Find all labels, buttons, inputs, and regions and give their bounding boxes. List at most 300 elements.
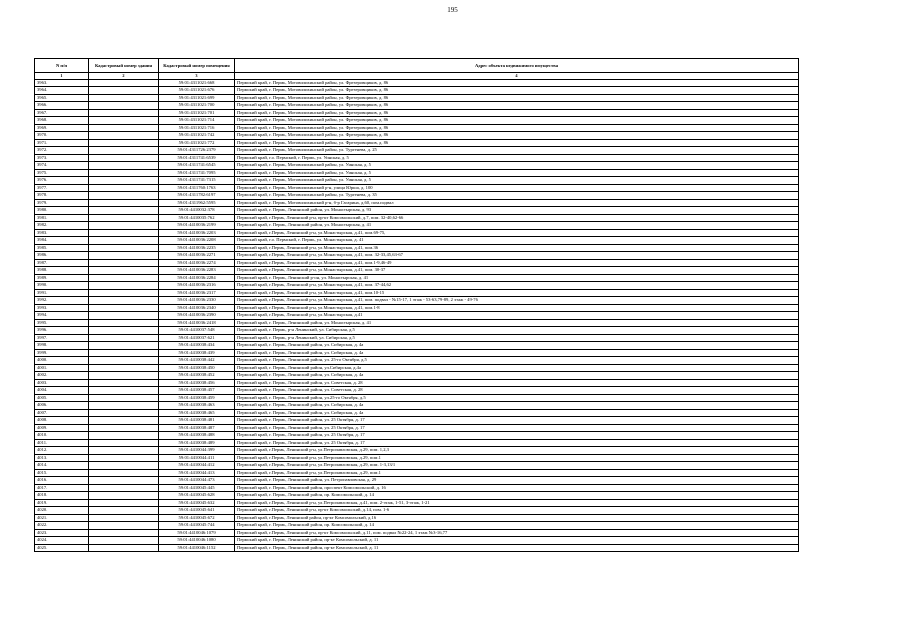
row-number: 3969.	[35, 124, 89, 132]
room-cadastral-number: 59:01:4410045:744	[159, 522, 235, 530]
table-row	[35, 244, 799, 252]
building-cadastral-number	[89, 132, 159, 140]
table-row	[35, 522, 799, 530]
room-cadastral-number: 59:01:4311741:7315	[159, 177, 235, 185]
row-number: 3971.	[35, 139, 89, 147]
row-number: 3970.	[35, 132, 89, 140]
table-row	[35, 132, 799, 140]
table-row	[35, 327, 799, 335]
row-number: 4005.	[35, 394, 89, 402]
room-cadastral-number: 59:01:4410036:2203	[159, 229, 235, 237]
room-cadastral-number: 59:01:4410038:459	[159, 394, 235, 402]
table-row	[35, 154, 799, 162]
table-row	[35, 349, 799, 357]
address: Пермский край, г. Пермь, Ленинский район, ул. 25 Октября, д. 17	[235, 439, 799, 447]
address: Пермский край, г. Пермь, Мотовилихинский район, ул. Фрезеровщиков, д. 86	[235, 109, 799, 117]
table-row	[35, 454, 799, 462]
address: Пермский край, г. Пермь, Мотовилихинский район, ул. Фрезеровщиков, д. 86	[235, 117, 799, 125]
address: Пермский край, г.Пермь, Ленинский р-н, пр-кт Комсомольский, д.11, пом. подвал №22-24, 1 этаж №3-16,77	[235, 529, 799, 537]
table-row	[35, 507, 799, 515]
table-row	[35, 267, 799, 275]
building-cadastral-number	[89, 417, 159, 425]
row-number: 3999.	[35, 349, 89, 357]
table-row	[35, 379, 799, 387]
room-cadastral-number: 59:01:4410045:641	[159, 507, 235, 515]
row-number: 4019.	[35, 499, 89, 507]
address: Пермский край, г. Пермь, Ленинский район, ул. 25-го Октября, д.5	[235, 357, 799, 365]
table-row	[35, 394, 799, 402]
row-number: 4017.	[35, 484, 89, 492]
table-row	[35, 529, 799, 537]
room-cadastral-number: 59:01:4311741:6539	[159, 154, 235, 162]
building-cadastral-number	[89, 169, 159, 177]
room-cadastral-number: 59:01:4410038:463	[159, 402, 235, 410]
table-row	[35, 544, 799, 552]
room-cadastral-number: 59:01:4311726:2379	[159, 147, 235, 155]
room-cadastral-number: 59:01:4410038:452	[159, 372, 235, 380]
row-number: 3967.	[35, 109, 89, 117]
table-row	[35, 469, 799, 477]
building-cadastral-number	[89, 327, 159, 335]
table-row	[35, 282, 799, 290]
building-cadastral-number	[89, 537, 159, 545]
building-cadastral-number	[89, 334, 159, 342]
header-room-cadastral: Кадастровый номер помещения	[159, 59, 235, 73]
room-cadastral-number: 59:01:4410045:628	[159, 492, 235, 500]
room-cadastral-number: 59:01:4410037:621	[159, 334, 235, 342]
address: Пермский край, г. Пермь, Ленинский район, ул. Петропавловская, д. 29	[235, 477, 799, 485]
room-cadastral-number: 59:01:4410045:445	[159, 484, 235, 492]
row-number: 4000.	[35, 357, 89, 365]
building-cadastral-number	[89, 237, 159, 245]
table-body	[35, 79, 799, 552]
address: Пермский край, г. Пермь, Ленинский район, ул. Советская, д. 28	[235, 387, 799, 395]
row-number: 3972.	[35, 147, 89, 155]
building-cadastral-number	[89, 394, 159, 402]
address: Пермский край, г. Пермь, Ленинский район, пр-кт Комсомольский, д. 11	[235, 544, 799, 552]
building-cadastral-number	[89, 387, 159, 395]
table-row	[35, 304, 799, 312]
building-cadastral-number	[89, 87, 159, 95]
room-cadastral-number: 59:01:4410038:457	[159, 387, 235, 395]
table-row	[35, 177, 799, 185]
table-row	[35, 199, 799, 207]
address: Пермский край, г. Пермь, р-н Ленинский, ул. Сибирская, д.5	[235, 327, 799, 335]
building-cadastral-number	[89, 477, 159, 485]
row-number: 4003.	[35, 379, 89, 387]
row-number: 4021.	[35, 514, 89, 522]
room-cadastral-number: 59:01:4410036:2208	[159, 237, 235, 245]
table-row	[35, 492, 799, 500]
row-number: 3974.	[35, 162, 89, 170]
room-cadastral-number: 59:01:4410038:487	[159, 424, 235, 432]
address: Пермский край, г. Пермь, Ленинский район, ул. Советская, д. 28	[235, 379, 799, 387]
room-cadastral-number: 59:01:4410036:2390	[159, 312, 235, 320]
address: Пермский край, г.Пермь, Ленинский р-н, ул.Петропавловская, д.29, пом.1	[235, 469, 799, 477]
building-cadastral-number	[89, 214, 159, 222]
table-row	[35, 297, 799, 305]
building-cadastral-number	[89, 207, 159, 215]
address: Пермский край, г.о. Пермский, г. Пермь, ул. Монастырская, д. 41	[235, 237, 799, 245]
table-row	[35, 289, 799, 297]
table-row	[35, 372, 799, 380]
row-number: 4012.	[35, 447, 89, 455]
address: Пермский край, г.о. Пермский, г. Пермь, ул. Уинская, д. 5	[235, 154, 799, 162]
row-number: 4013.	[35, 454, 89, 462]
room-cadastral-number: 59:01:4410045:672	[159, 514, 235, 522]
address: Пермский край, г. Пермь, р-н Ленинский, ул. Сибирская, д.5	[235, 334, 799, 342]
room-cadastral-number: 59:01:4410036:2317	[159, 289, 235, 297]
address: Пермский край, г.Пермь, Ленинский р-н, ул.Монастырская, д.41, пом. 30-37	[235, 267, 799, 275]
row-number: 3965.	[35, 94, 89, 102]
room-cadastral-number: 59:01:4410036:2283	[159, 267, 235, 275]
address: Пермский край, г.Пермь, Ленинский р-н, ул.Монастырская, д.41, пом.1-8	[235, 304, 799, 312]
address: Пермский край, г.Пермь, Ленинский р-н, ул.Петропавловская, д.29, пом. 1,2,3	[235, 447, 799, 455]
header-col-index: 1	[35, 73, 89, 80]
building-cadastral-number	[89, 274, 159, 282]
table-row	[35, 499, 799, 507]
address: Пермский край, г.Пермь, Ленинский р-н, ул.Монастырская, д.41, пом.36	[235, 244, 799, 252]
building-cadastral-number	[89, 282, 159, 290]
table-row	[35, 342, 799, 350]
room-cadastral-number: 59:01:4410036:2199	[159, 222, 235, 230]
address: Пермский край, г. Пермь, Мотовилихинский район, ул. Тургенева, д. 35	[235, 192, 799, 200]
address: Пермский край, г. Пермь, Мотовилихинский район, ул. Уинская, д. 5	[235, 169, 799, 177]
room-cadastral-number: 59:01:4311021:668	[159, 79, 235, 87]
table-row	[35, 439, 799, 447]
room-cadastral-number: 59:01:4410038:450	[159, 364, 235, 372]
row-number: 3975.	[35, 169, 89, 177]
header-address: Адрес объекта недвижимого имущества	[235, 59, 799, 73]
row-number: 3988.	[35, 267, 89, 275]
address: Пермский край, г. Пермь, Ленинский район, ул. Сибирская, д. 4а	[235, 409, 799, 417]
room-cadastral-number: 59:01:4410038:456	[159, 379, 235, 387]
table-row	[35, 124, 799, 132]
address: Пермский край, г. Пермь, Ленинский район, ул. Сибирская, д. 4а	[235, 402, 799, 410]
header-col-index: 2	[89, 73, 159, 80]
table-row	[35, 447, 799, 455]
address: Пермский край, г. Пермь, Мотовилихинский район, ул. Фрезеровщиков, д. 86	[235, 79, 799, 87]
building-cadastral-number	[89, 379, 159, 387]
address: Пермский край, г. Пермь, Ленинский район, ул. Сибирская, д. 4а	[235, 342, 799, 350]
room-cadastral-number: 59:01:4410038:442	[159, 357, 235, 365]
building-cadastral-number	[89, 124, 159, 132]
row-number: 3993.	[35, 304, 89, 312]
room-cadastral-number: 59:01:4410038:465	[159, 409, 235, 417]
table-row	[35, 162, 799, 170]
room-cadastral-number: 59:01:4410036:2316	[159, 282, 235, 290]
room-cadastral-number: 59:01:4410044:413	[159, 469, 235, 477]
room-cadastral-number: 59:01:4311962:5595	[159, 199, 235, 207]
row-number: 3994.	[35, 312, 89, 320]
room-cadastral-number: 59:01:4410046:1152	[159, 544, 235, 552]
address: Пермский край, г. Пермь, Ленинский район, пр. Комсомольский, д. 14	[235, 522, 799, 530]
address: Пермский край, г. Пермь, Мотовилихинский район, ул. Уинская, д. 5	[235, 177, 799, 185]
building-cadastral-number	[89, 244, 159, 252]
room-cadastral-number: 59:01:4410044:473	[159, 477, 235, 485]
address: Пермский край, г. Пермь, Мотовилихинский район, ул. Фрезеровщиков, д. 86	[235, 132, 799, 140]
building-cadastral-number	[89, 424, 159, 432]
row-number: 4009.	[35, 424, 89, 432]
address: Пермский край, г.Пермь, Ленинский район, пр-кт Комсомольский, д.16	[235, 514, 799, 522]
row-number: 4001.	[35, 364, 89, 372]
room-cadastral-number: 59:01:4311021:772	[159, 139, 235, 147]
room-cadastral-number: 59:01:4311021:699	[159, 94, 235, 102]
table-row	[35, 484, 799, 492]
address: Пермский край, г.Пермь, Ленинский р-н, ул.Монастырская, д.41, пом.1-9,46-49	[235, 259, 799, 267]
building-cadastral-number	[89, 229, 159, 237]
row-number: 4004.	[35, 387, 89, 395]
room-cadastral-number: 59:01:4410044:411	[159, 454, 235, 462]
row-number: 3989.	[35, 274, 89, 282]
building-cadastral-number	[89, 529, 159, 537]
row-number: 4025.	[35, 544, 89, 552]
room-cadastral-number: 59:01:4311021:714	[159, 117, 235, 125]
table-row	[35, 207, 799, 215]
row-number: 3980.	[35, 207, 89, 215]
building-cadastral-number	[89, 469, 159, 477]
table-row	[35, 417, 799, 425]
building-cadastral-number	[89, 177, 159, 185]
room-cadastral-number: 59:01:4311021:701	[159, 109, 235, 117]
table-row	[35, 222, 799, 230]
building-cadastral-number	[89, 267, 159, 275]
row-number: 3991.	[35, 289, 89, 297]
row-number: 4011.	[35, 439, 89, 447]
row-number: 3979.	[35, 199, 89, 207]
address: Пермский край, г. Пермь, Мотовилихинский район, ул. Фрезеровщиков, д. 86	[235, 124, 799, 132]
address: Пермский край, г.Пермь, Ленинский р-н, ул.Монастырская, д.41, пом.10-15	[235, 289, 799, 297]
table-row	[35, 117, 799, 125]
building-cadastral-number	[89, 147, 159, 155]
table-row	[35, 184, 799, 192]
row-number: 3976.	[35, 177, 89, 185]
address: Пермский край, г.Пермь, Ленинский р-н, ул.Монастырская, д.41, пом.69-75,	[235, 229, 799, 237]
row-number: 4020.	[35, 507, 89, 515]
building-cadastral-number	[89, 162, 159, 170]
building-cadastral-number	[89, 222, 159, 230]
table-row	[35, 147, 799, 155]
address: Пермский край, г. Пермь, Ленинский район, ул. Монастырская, д. 41	[235, 222, 799, 230]
address: Пермский край, г. Пермь, Ленинский район, ул. Монастырская, д. 41	[235, 319, 799, 327]
table-row	[35, 402, 799, 410]
room-cadastral-number: 59:01:4410046:1080	[159, 537, 235, 545]
address: Пермский край, г. Пермь, Мотовилихинский район, ул. Уинская, д. 5	[235, 162, 799, 170]
row-number: 3987.	[35, 259, 89, 267]
table-row	[35, 409, 799, 417]
table-row	[35, 94, 799, 102]
building-cadastral-number	[89, 184, 159, 192]
row-number: 4010.	[35, 432, 89, 440]
room-cadastral-number: 59:01:4410036:2271	[159, 252, 235, 260]
row-number: 3997.	[35, 334, 89, 342]
address: Пермский край, г. Пермь, Ленинский район, ул. Сибирская, д. 4а	[235, 372, 799, 380]
address: Пермский край, г. Пермь, Ленинский район, проспект Комсомольский, д. 16	[235, 484, 799, 492]
address: Пермский край, г. Пермь, Ленинский район, ул. 25 Октября, д. 17	[235, 432, 799, 440]
building-cadastral-number	[89, 79, 159, 87]
building-cadastral-number	[89, 109, 159, 117]
building-cadastral-number	[89, 492, 159, 500]
building-cadastral-number	[89, 312, 159, 320]
row-number: 3982.	[35, 222, 89, 230]
room-cadastral-number: 59:01:4410038:481	[159, 417, 235, 425]
building-cadastral-number	[89, 357, 159, 365]
building-cadastral-number	[89, 522, 159, 530]
table-row	[35, 192, 799, 200]
row-number: 3977.	[35, 184, 89, 192]
address: Пермский край, г. Пермь, Мотовилихинский район, ул. Фрезеровщиков, д. 86	[235, 139, 799, 147]
row-number: 3996.	[35, 327, 89, 335]
building-cadastral-number	[89, 349, 159, 357]
building-cadastral-number	[89, 507, 159, 515]
table-row	[35, 477, 799, 485]
row-number: 4007.	[35, 409, 89, 417]
building-cadastral-number	[89, 94, 159, 102]
room-cadastral-number: 59:01:4311021:742	[159, 132, 235, 140]
building-cadastral-number	[89, 154, 159, 162]
address: Пермский край, г.Пермь, Ленинский р-н, ул.Монастырская, д.41, пом. 32-33,45,63-67	[235, 252, 799, 260]
table-row	[35, 537, 799, 545]
address: Пермский край, г. Пермь, Мотовилихинский район, ул. Тургенева, д. 25	[235, 147, 799, 155]
address: Пермский край, г. Пермь, Мотовилихинский район, ул. Фрезеровщиков, д. 86	[235, 94, 799, 102]
row-number: 3983.	[35, 229, 89, 237]
property-registry-table	[34, 58, 799, 552]
address: Пермский край, г.Пермь, Ленинский р-н, ул.Петропавловская, д.41, пом. 2-этаж, 1-51, 3-этаж, 1-21	[235, 499, 799, 507]
table-row	[35, 102, 799, 110]
table-row	[35, 139, 799, 147]
table-row	[35, 387, 799, 395]
row-number: 3966.	[35, 102, 89, 110]
address: Пермский край, г.Пермь, Ленинский р-н, ул.Монастырская, д.41	[235, 312, 799, 320]
room-cadastral-number: 59:01:4410036:2418	[159, 319, 235, 327]
building-cadastral-number	[89, 117, 159, 125]
row-number: 4014.	[35, 462, 89, 470]
building-cadastral-number	[89, 484, 159, 492]
building-cadastral-number	[89, 139, 159, 147]
table-row	[35, 514, 799, 522]
room-cadastral-number: 59:01:4410038:488	[159, 432, 235, 440]
table-row	[35, 357, 799, 365]
row-number: 4018.	[35, 492, 89, 500]
table-row	[35, 462, 799, 470]
address: Пермский край, г. Пермь, Ленинский район, пр-кт Комсомольский, д. 11	[235, 537, 799, 545]
table-row	[35, 237, 799, 245]
table-row	[35, 274, 799, 282]
building-cadastral-number	[89, 544, 159, 552]
row-number: 4024.	[35, 537, 89, 545]
building-cadastral-number	[89, 102, 159, 110]
building-cadastral-number	[89, 192, 159, 200]
address: Пермский край, г. Пермь, Ленинский район, пр. Комсомольский, д. 14	[235, 492, 799, 500]
row-number: 3978.	[35, 192, 89, 200]
row-number: 4008.	[35, 417, 89, 425]
building-cadastral-number	[89, 199, 159, 207]
address: Пермский край, г.Пермь, Ленинский р-н, ул.Монастырская, д.41, пом. 37-44,62	[235, 282, 799, 290]
room-cadastral-number: 59:01:4311021:716	[159, 124, 235, 132]
page-number: 195	[447, 6, 458, 14]
header-col-index: 3	[159, 73, 235, 80]
room-cadastral-number: 59:01:4311760:1763	[159, 184, 235, 192]
address: Пермский край, г. Пермь, Ленинский район, ул.25-го Октября, д.5	[235, 394, 799, 402]
building-cadastral-number	[89, 319, 159, 327]
row-number: 3964.	[35, 87, 89, 95]
room-cadastral-number: 59:01:4410035:762	[159, 214, 235, 222]
building-cadastral-number	[89, 499, 159, 507]
table-row	[35, 334, 799, 342]
building-cadastral-number	[89, 364, 159, 372]
header-col-index: 4	[235, 73, 799, 80]
row-number: 3998.	[35, 342, 89, 350]
table-row	[35, 319, 799, 327]
building-cadastral-number	[89, 289, 159, 297]
table-row	[35, 432, 799, 440]
row-number: 4023.	[35, 529, 89, 537]
room-cadastral-number: 59:01:4410044:412	[159, 462, 235, 470]
building-cadastral-number	[89, 462, 159, 470]
row-number: 4006.	[35, 402, 89, 410]
room-cadastral-number: 59:01:4410045:632	[159, 499, 235, 507]
room-cadastral-number: 59:01:4311782:6197	[159, 192, 235, 200]
room-cadastral-number: 59:01:4410036:2235	[159, 244, 235, 252]
row-number: 3995.	[35, 319, 89, 327]
table-row	[35, 364, 799, 372]
building-cadastral-number	[89, 402, 159, 410]
building-cadastral-number	[89, 409, 159, 417]
row-number: 4022.	[35, 522, 89, 530]
address: Пермский край, г. Пермь, Ленинский р-он, ул. Монастырская, д. 41	[235, 274, 799, 282]
table-row	[35, 214, 799, 222]
address: Пермский край, г.Пермь, Ленинский р-н, пр-кт Комсомольский, д.14, пом. 1-6	[235, 507, 799, 515]
room-cadastral-number: 59:01:4410044:399	[159, 447, 235, 455]
row-number: 3968.	[35, 117, 89, 125]
address: Пермский край, г.Пермь, Ленинский р-н, ул.Петропавловская, д.29, пом. 1-3,13/1	[235, 462, 799, 470]
row-number: 3981.	[35, 214, 89, 222]
building-cadastral-number	[89, 342, 159, 350]
table-row	[35, 87, 799, 95]
table-row	[35, 229, 799, 237]
building-cadastral-number	[89, 259, 159, 267]
row-number: 3986.	[35, 252, 89, 260]
room-cadastral-number: 59:01:4410036:2330	[159, 297, 235, 305]
address: Пермский край, г. Пермь, Ленинский район, ул. Монастырская, д. 93	[235, 207, 799, 215]
row-number: 3973.	[35, 154, 89, 162]
table-row	[35, 252, 799, 260]
row-number: 3990.	[35, 282, 89, 290]
table-row	[35, 424, 799, 432]
row-number: 3985.	[35, 244, 89, 252]
address: Пермский край, г.Пермь, Ленинский р-н, ул.Монастырская, д.41, пом. подвал - №15-17, 1 этаж - 53-63,79-89, 2 этаж - 49-76	[235, 297, 799, 305]
room-cadastral-number: 59:01:4311021:700	[159, 102, 235, 110]
address: Пермский край, г.Пермь, Ленинский р-н, ул.Петропавловская, д.29, пом.1	[235, 454, 799, 462]
building-cadastral-number	[89, 439, 159, 447]
room-cadastral-number: 59:01:4410046:1079	[159, 529, 235, 537]
header-row	[35, 59, 799, 73]
row-number: 4002.	[35, 372, 89, 380]
address: Пермский край, г. Пермь, Ленинский район, ул.Сибирская, д.4а	[235, 364, 799, 372]
row-number: 3963.	[35, 79, 89, 87]
room-cadastral-number: 59:01:4410038:439	[159, 349, 235, 357]
row-number: 3984.	[35, 237, 89, 245]
address: Пермский край, г. Пермь, Мотовилихинский район, ул. Фрезеровщиков, д. 86	[235, 87, 799, 95]
header-building-cadastral: Кадастровый номер здания	[89, 59, 159, 73]
address: Пермский край, г.Пермь, Ленинский р-н, пр-кт Комсомольский, д.7, пом. 32-40,62-66	[235, 214, 799, 222]
room-cadastral-number: 59:01:4410036:2274	[159, 259, 235, 267]
address: Пермский край, г. Пермь, Ленинский район, ул. 25 Октября, д. 17	[235, 417, 799, 425]
header-number: N п/п	[35, 59, 89, 73]
building-cadastral-number	[89, 372, 159, 380]
room-cadastral-number: 59:01:4311021:676	[159, 87, 235, 95]
building-cadastral-number	[89, 454, 159, 462]
